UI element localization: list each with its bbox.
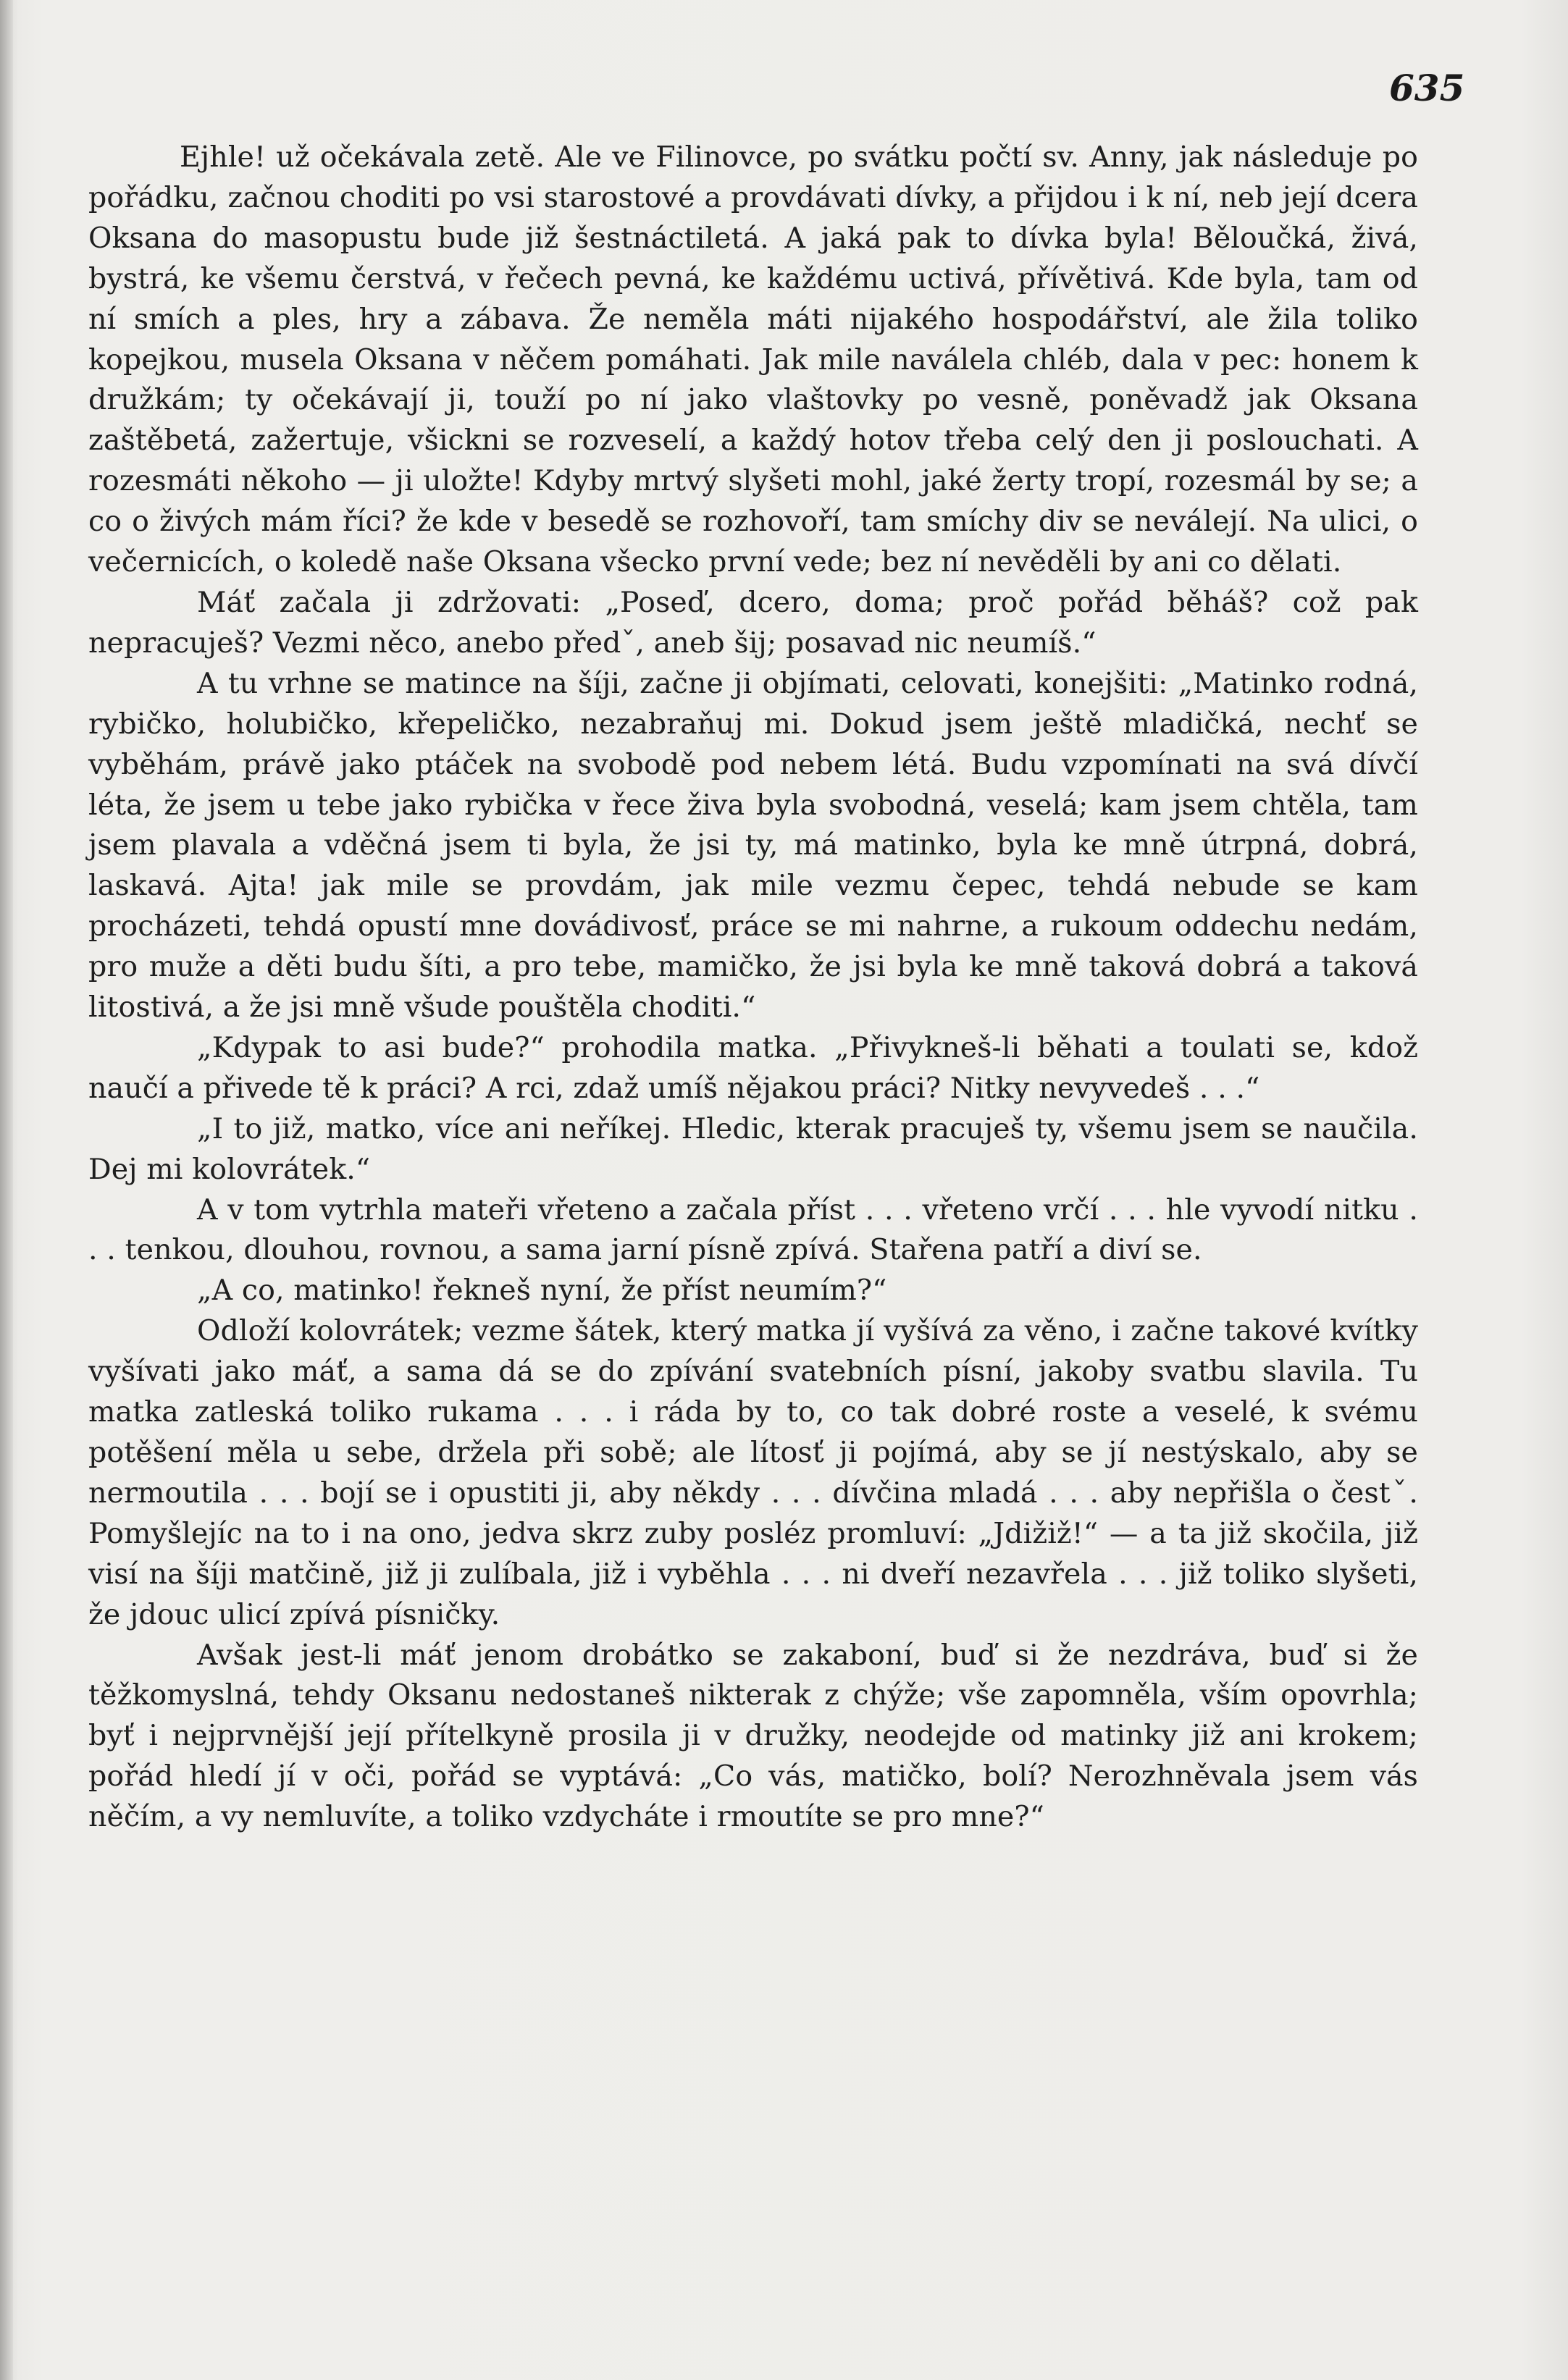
paragraph-3: A tu vrhne se matince na šíji, začne ji objímati, celovati, konejšiti: „Matinko rodná, rybičko, holubičko, křepeličko, nezabraňuj mi. Dokud jsem ještě mladičká, nechť se vyběhám, právě jako ptáček na svobodě pod nebem létá. Budu vzpomínati na svá dívčí léta, že jsem u tebe jako rybička v řece živa byla svobodná, veselá; kam jsem chtěla, tam jsem plavala a vděčná jsem ti byla, že jsi ty, má matinko, byla ke mně útrpná, dobrá, laskavá. Ajta! jak mile se provdám, jak mile vezmu čepec, tehdá nebude se kam procházeti, tehdá opustí mne dovádivosť, práce se mi nahrne, a rukoum oddechu nedám, pro muže a děti budu šíti, a pro tebe, mamičko, že jsi byla ke mně taková dobrá a taková litostivá, a že jsi mně všude pouštěla choditi.“ <box>88 666 1418 1025</box>
paragraph-7: „A co, matinko! řekneš nyní, že příst neumím?“ <box>197 1274 887 1308</box>
paragraph-2: Máť začala ji zdržovati: „Poseď, dcero, doma; proč pořád běháš? což pak nepracuješ? Vezmi něco, anebo předˇ, aneb šij; posavad nic neumíš.“ <box>88 585 1418 660</box>
paragraph-6: A v tom vytrhla mateři vřeteno a začala příst . . . vřeteno vrčí . . . hle vyvodí nitku . . . tenkou, dlouhou, rovnou, a sama jarní písně zpívá. Stařena patří a diví se. <box>88 1193 1418 1267</box>
paragraph-8: Odloží kolovrátek; vezme šátek, který matka jí vyšívá za věno, i začne takové kvítky vyšívati jako máť, a sama dá se do zpívání svatebních písní, jakoby svatbu slavila. Tu matka zatleská toliko rukama . . . i ráda by to, co tak dobré roste a veselé, k svému potěšení měla u sebe, držela při sobě; ale lítosť ji pojímá, aby se jí nestýskalo, aby se nermoutila . . . bojí se i opustiti ji, aby někdy . . . dívčina mladá . . . aby nepřišla o čestˇ. Pomyšlejíc na to i na ono, jedva skrz zuby posléz promluví: „Jdižiž!“ — a ta již skočila, již visí na šíji matčině, již ji zulíbala, již i vyběhla . . . ni dveří nezavřela . . . již toliko slyšeti, že jdouc ulicí zpívá písničky. <box>88 1314 1418 1631</box>
page-number: 635 <box>1389 67 1465 109</box>
binding-edge <box>0 0 13 2380</box>
page-body-text <box>88 138 1418 1838</box>
paragraph-4: „Kdypak to asi bude?“ prohodila matka. „Přivykneš-li běhati a toulati se, kdož naučí a přivede tě k práci? A rci, zdaž umíš nějakou práci? Nitky nevyvedeš . . .“ <box>88 1030 1418 1105</box>
paragraph-9: Avšak jest-li máť jenom drobátko se zakaboní, buď si že nezdráva, buď si že těžkomyslná, tehdy Oksanu nedostaneš nikterak z chýže; vše zapomněla, vším opovrhla; byť i nejprvnější její přítelkyně prosila ji v družky, neodejde od matinky již ani krokem; pořád hledí jí v oči, pořád se vyptává: „Co vás, matičko, bolí? Nerozhněvala jsem vás něčím, a vy nemluvíte, a toliko vzdycháte i rmoutíte se pro mne?“ <box>88 1638 1418 1834</box>
paragraph-1: Ejhle! už očekávala zetě. Ale ve Filinovce, po svátku počtí sv. Anny, jak následuje po pořádku, začnou choditi po vsi starostové a provdávati dívky, a přijdou i k ní, neb její dcera Oksana do masopustu bude již šestnáctiletá. A jaká pak to dívka byla! Běloučká, živá, bystrá, ke všemu čerstvá, v řečech pevná, ke každému uctivá, přívětivá. Kde byla, tam od ní smích a ples, hry a zábava. Že neměla máti nijakého hospodářství, ale žila toliko kopejkou, musela Oksana v něčem pomáhati. Jak mile naválela chléb, dala v pec: honem k družkám; ty očekávají ji, touží po ní jako vlaštovky po vesně, poněvadž jak Oksana zaštěbetá, zažertuje, všickni se rozveselí, a každý hotov třeba celý den ji poslouchati. A rozesmáti někoho — ji uložte! Kdyby mrtvý slyšeti mohl, jaké žerty tropí, rozesmál by se; a co o živých mám říci? že kde v besedě se rozhovoří, tam smíchy div se neválejí. Na ulici, o večernicích, o koledě naše Oksana všecko první vede; bez ní nevěděli by ani co dělati. <box>88 140 1418 579</box>
paragraph-5: „I to již, matko, více ani neříkej. Hledic, kterak pracuješ ty, všemu jsem se naučila. Dej mi kolovrátek.“ <box>88 1111 1418 1186</box>
